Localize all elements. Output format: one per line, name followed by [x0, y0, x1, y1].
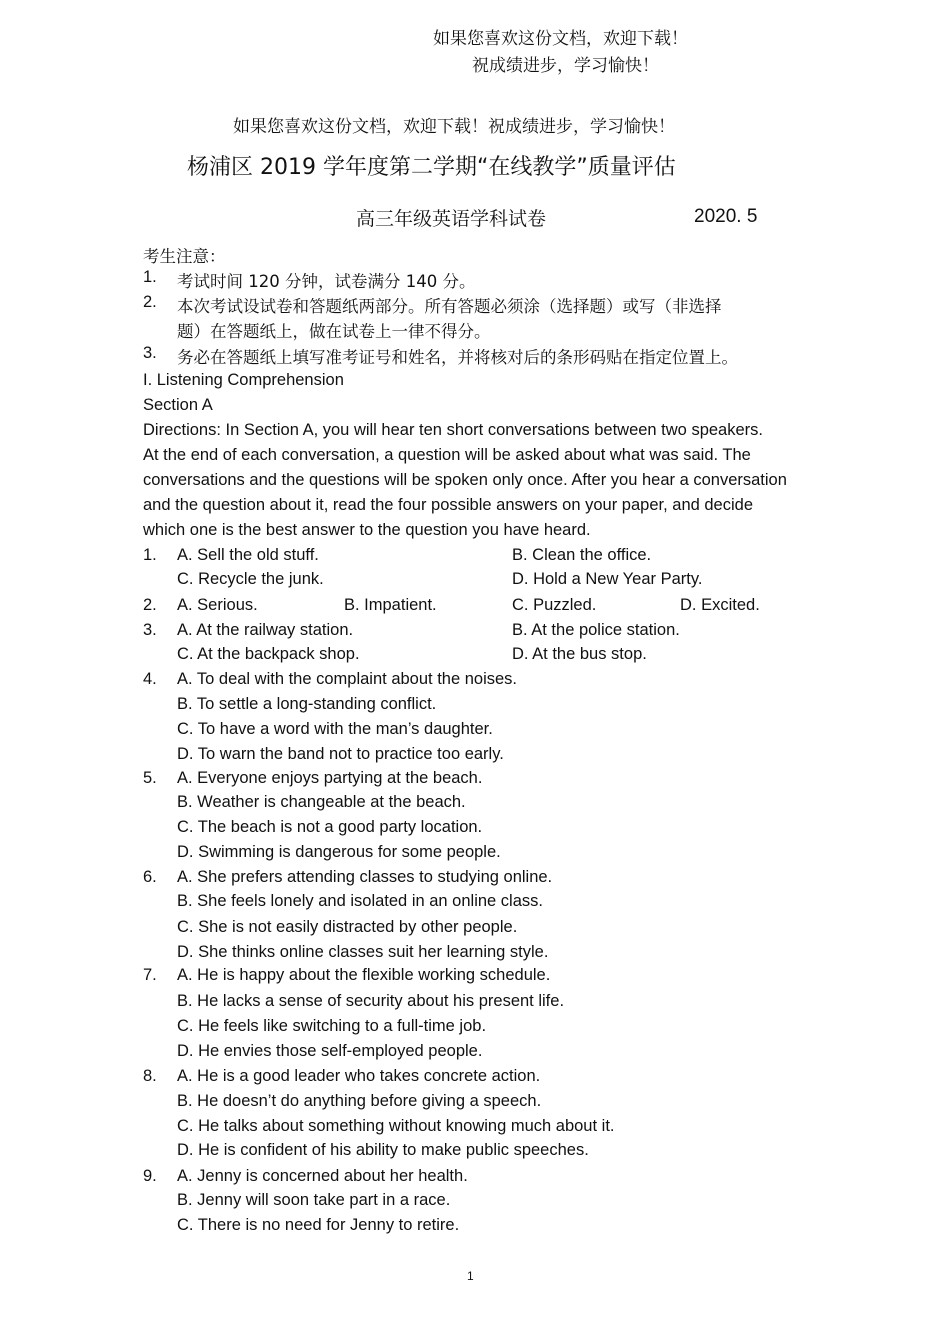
directions-line: Directions: In Section A, you will hear ten short conversations between two speakers. — [143, 421, 763, 439]
notice-item-text: 务必在答题纸上填写准考证号和姓名，并将核对后的条形码贴在指定位置上。 — [177, 348, 738, 367]
notice-item-text: 题）在答题纸上，做在试卷上一律不得分。 — [177, 322, 491, 341]
option-b: B. At the police station. — [512, 621, 680, 639]
option-b: B. Impatient. — [344, 596, 437, 614]
part-heading: I. Listening Comprehension — [143, 371, 344, 389]
question-number: 8. — [143, 1067, 157, 1085]
option-a: A. She prefers attending classes to studying online. — [177, 868, 553, 886]
header-line-2: 祝成绩进步，学习愉快！ — [472, 56, 659, 76]
option-b: B. To settle a long-standing conflict. — [177, 695, 437, 713]
option-a: A. Everyone enjoys partying at the beach. — [177, 769, 483, 787]
directions-line: which one is the best answer to the question you have heard. — [143, 521, 591, 539]
option-d: D. She thinks online classes suit her learning style. — [177, 943, 549, 961]
option-c: C. He talks about something without knowing much about it. — [177, 1117, 615, 1135]
header-line-3: 如果您喜欢这份文档，欢迎下载！祝成绩进步，学习愉快！ — [233, 117, 675, 137]
option-c: C. At the backpack shop. — [177, 645, 360, 663]
option-a: A. Jenny is concerned about her health. — [177, 1167, 468, 1185]
question-number: 3. — [143, 621, 157, 639]
exam-date: 2020. 5 — [694, 206, 758, 227]
option-d: D. To warn the band not to practice too early. — [177, 745, 504, 763]
question-number: 6. — [143, 868, 157, 886]
question-number: 9. — [143, 1167, 157, 1185]
option-a: A. Sell the old stuff. — [177, 546, 319, 564]
option-b: B. Weather is changeable at the beach. — [177, 793, 466, 811]
question-number: 7. — [143, 966, 157, 984]
question-number: 4. — [143, 670, 157, 688]
question-number: 5. — [143, 769, 157, 787]
notice-item-number: 2. — [143, 293, 157, 311]
option-a: A. To deal with the complaint about the noises. — [177, 670, 517, 688]
option-d: D. He envies those self-employed people. — [177, 1042, 483, 1060]
option-d: D. Excited. — [680, 596, 760, 614]
option-c: C. To have a word with the man’s daughter. — [177, 720, 493, 738]
option-c: C. He feels like switching to a full-time job. — [177, 1017, 487, 1035]
directions-line: and the question about it, read the four possible answers on your paper, and decide — [143, 496, 754, 514]
option-d: D. He is confident of his ability to make public speeches. — [177, 1141, 589, 1159]
directions-line: conversations and the questions will be spoken only once. After you hear a conversation — [143, 471, 787, 489]
exam-title: 杨浦区 2019 学年度第二学期“在线教学”质量评估 — [187, 155, 676, 180]
exam-subtitle: 高三年级英语学科试卷 — [356, 208, 547, 230]
option-a: A. He is happy about the flexible working schedule. — [177, 966, 551, 984]
option-c: C. The beach is not a good party location. — [177, 818, 483, 836]
header-line-1: 如果您喜欢这份文档，欢迎下载！ — [433, 29, 688, 49]
page-number: 1 — [467, 1269, 474, 1283]
section-heading: Section A — [143, 396, 213, 414]
notice-item-text: 本次考试设试卷和答题纸两部分。所有答题必须涂（选择题）或写（非选择 — [177, 297, 722, 316]
notice-item-number: 1. — [143, 268, 157, 286]
question-number: 1. — [143, 546, 157, 564]
option-c: C. Recycle the junk. — [177, 570, 324, 588]
question-number: 2. — [143, 596, 157, 614]
directions-line: At the end of each conversation, a question will be asked about what was said. The — [143, 446, 751, 464]
option-c: C. There is no need for Jenny to retire. — [177, 1216, 460, 1234]
option-b: B. She feels lonely and isolated in an online class. — [177, 892, 543, 910]
option-b: B. Clean the office. — [512, 546, 652, 564]
option-a: A. At the railway station. — [177, 621, 354, 639]
option-d: D. Swimming is dangerous for some people. — [177, 843, 501, 861]
option-a: A. Serious. — [177, 596, 258, 614]
option-a: A. He is a good leader who takes concrete action. — [177, 1067, 541, 1085]
option-c: C. Puzzled. — [512, 596, 597, 614]
option-d: D. At the bus stop. — [512, 645, 647, 663]
option-b: B. He lacks a sense of security about his present life. — [177, 992, 565, 1010]
option-c: C. She is not easily distracted by other people. — [177, 918, 518, 936]
option-b: B. Jenny will soon take part in a race. — [177, 1191, 451, 1209]
option-b: B. He doesn’t do anything before giving a speech. — [177, 1092, 542, 1110]
option-d: D. Hold a New Year Party. — [512, 570, 703, 588]
notice-heading: 考生注意： — [143, 247, 226, 266]
notice-item-text: 考试时间 120 分钟，试卷满分 140 分。 — [177, 272, 476, 291]
notice-item-number: 3. — [143, 344, 157, 362]
